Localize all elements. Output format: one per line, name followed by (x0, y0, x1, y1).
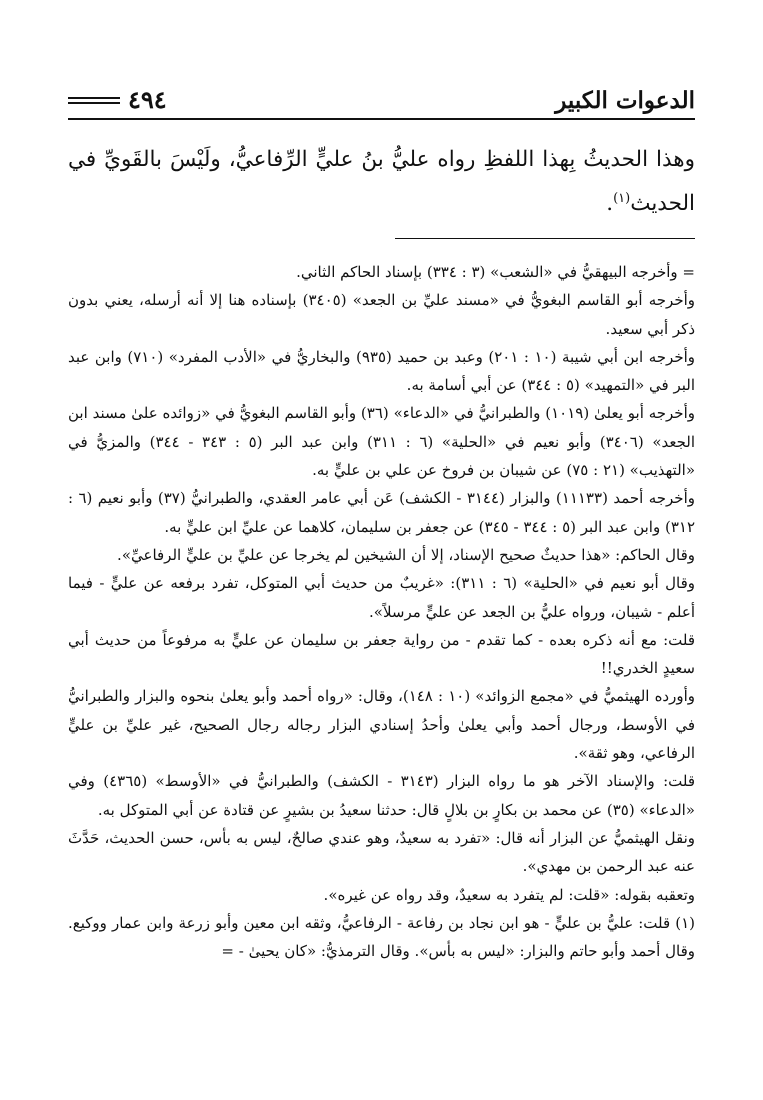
running-header (68, 78, 695, 112)
page-number-ornament (68, 97, 120, 104)
main-text (68, 138, 695, 226)
footnote-ref: (١) (613, 190, 631, 206)
footnote-paragraph: وأخرجه ابن أبي شيبة (١٠ : ٢٠١) وعبد بن حميد (٩٣٥) والبخاريُّ في «الأدب المفرد» (٧١٠) وابن عبد البر في «التمهيد» (٥ : ٣٤٤) عن أبي أسامة به. (68, 347, 696, 395)
main-text-end: . (606, 191, 614, 216)
footnote-paragraph: قلت: مع أنه ذكره بعده - كما تقدم - من رواية جعفر بن سليمان عن عليٍّ به مرفوعاً من حديث أبي سعيدٍ الخدري!! (68, 630, 695, 678)
footnote-separator (395, 238, 695, 239)
page-number-block (68, 85, 167, 114)
footnote-paragraph: وقال أبو نعيم في «الحلية» (٦ : ٣١١): «غريبٌ من حديث أبي المتوكل، تفرد برفعه عن عليٍّ - فيما أعلم - شيبان، ورواه عليُّ بن الجعد عن عليٍّ مرسلاً». (68, 574, 695, 621)
footnote-paragraph: وأخرجه أبو يعلىٰ (١٠١٩) والطبرانيُّ في «الدعاء» (٣٦) وأبو القاسم البغويُّ في «زوائده علىٰ مسند ابن الجعد» (٣٤٠٦) وأبو نعيم في «الحلية» (٦ : ٣١١) وابن عبد البر (٥ : ٣٤٣ - ٣٤٤) والمزيُّ في «التهذيب» (٢١ : ٧٥) عن شيبان بن فروخ عن علي بن عليٍّ به. (68, 404, 696, 480)
footnote-paragraph: قلت: والإسناد الآخر هو ما رواه البزار (٣١٤٣ - الكشف) والطبرانيُّ في «الأوسط» (٤٣٦٥) وفي «الدعاء» (٣٥) عن محمد بن بكارٍ بن بلالٍ قال: حدثنا سعيدُ بن بشيرٍ عن قتادة عن أبي المتوكل به. (68, 772, 695, 819)
page-number: ٤٩٤ (128, 85, 167, 114)
header-rule (68, 118, 695, 120)
footnote-paragraph: وأورده الهيثميُّ في «مجمع الزوائد» (١٠ : ١٤٨)، وقال: «رواه أحمد وأبو يعلىٰ بنحوه والبزار والطبرانيُّ في الأوسط، ورجال أحمد وأبي يعلىٰ وأحدُ إسنادي البزار رجاله رجال الصحيح، غير عليِّ بن عليٍّ الرفاعي، وهو ثقة». (68, 687, 696, 763)
footnote-paragraph: وأخرجه أبو القاسم البغويُّ في «مسند عليِّ بن الجعد» (٣٤٠٥) بإسناده هنا إلا أنه أرسله، يعني بدون ذكر أبي سعيد. (68, 291, 695, 338)
footnote-paragraph: = وأخرجه البيهقيُّ في «الشعب» (٣ : ٣٣٤) بإسناد الحاكم الثاني. (296, 263, 695, 281)
footnote-paragraph: وأخرجه أحمد (١١١٣٣) والبزار (٣١٤٤ - الكشف) عَن أبي عامر العقدي، والطبرانيُّ (٣٧) وأبو نعيم (٦ : ٣١٢) وابن عبد البر (٥ : ٣٤٤ - ٣٤٥) عن جعفر بن سليمان، كلاهما عن عليِّ ابن عليٍّ به. (68, 489, 695, 536)
footnote-paragraph: (١) قلت: عليُّ بن عليٍّ - هو ابن نجاد بن رفاعة - الرفاعيُّ، وثقه ابن معين وأبو زرعة وابن عمار ووكيع. وقال أحمد وأبو حاتم والبزار: «ليس به بأس». وقال الترمذيُّ: «كان يحيىٰ - = (68, 913, 696, 961)
book-title: الدعوات الكبير (555, 87, 695, 114)
footnote-paragraph: ونقل الهيثميُّ عن البزار أنه قال: «تفرد به سعيدٌ، وهو عندي صالحٌ، ليس به بأس، حسن الحديث، حَدَّثَ عنه عبد الرحمن بن مهدي». (68, 828, 695, 876)
footnote-paragraph: وتعقبه بقوله: «قلت: لم يتفرد به سعيدٌ، وقد رواه عن غيره». (323, 885, 695, 904)
main-text-body: وهذا الحديثُ بِهذا اللفظِ رواه عليُّ بنُ عليٍّ الرِّفاعيُّ، ولَيْسَ بالقَويِّ في الحديث (68, 147, 695, 216)
footnotes (68, 258, 695, 965)
footnote-paragraph: وقال الحاكم: «هذا حديثٌ صحيح الإسناد، إلا أن الشيخين لم يخرجا عن عليِّ بن عليٍّ الرفاعيِّ». (117, 545, 695, 564)
